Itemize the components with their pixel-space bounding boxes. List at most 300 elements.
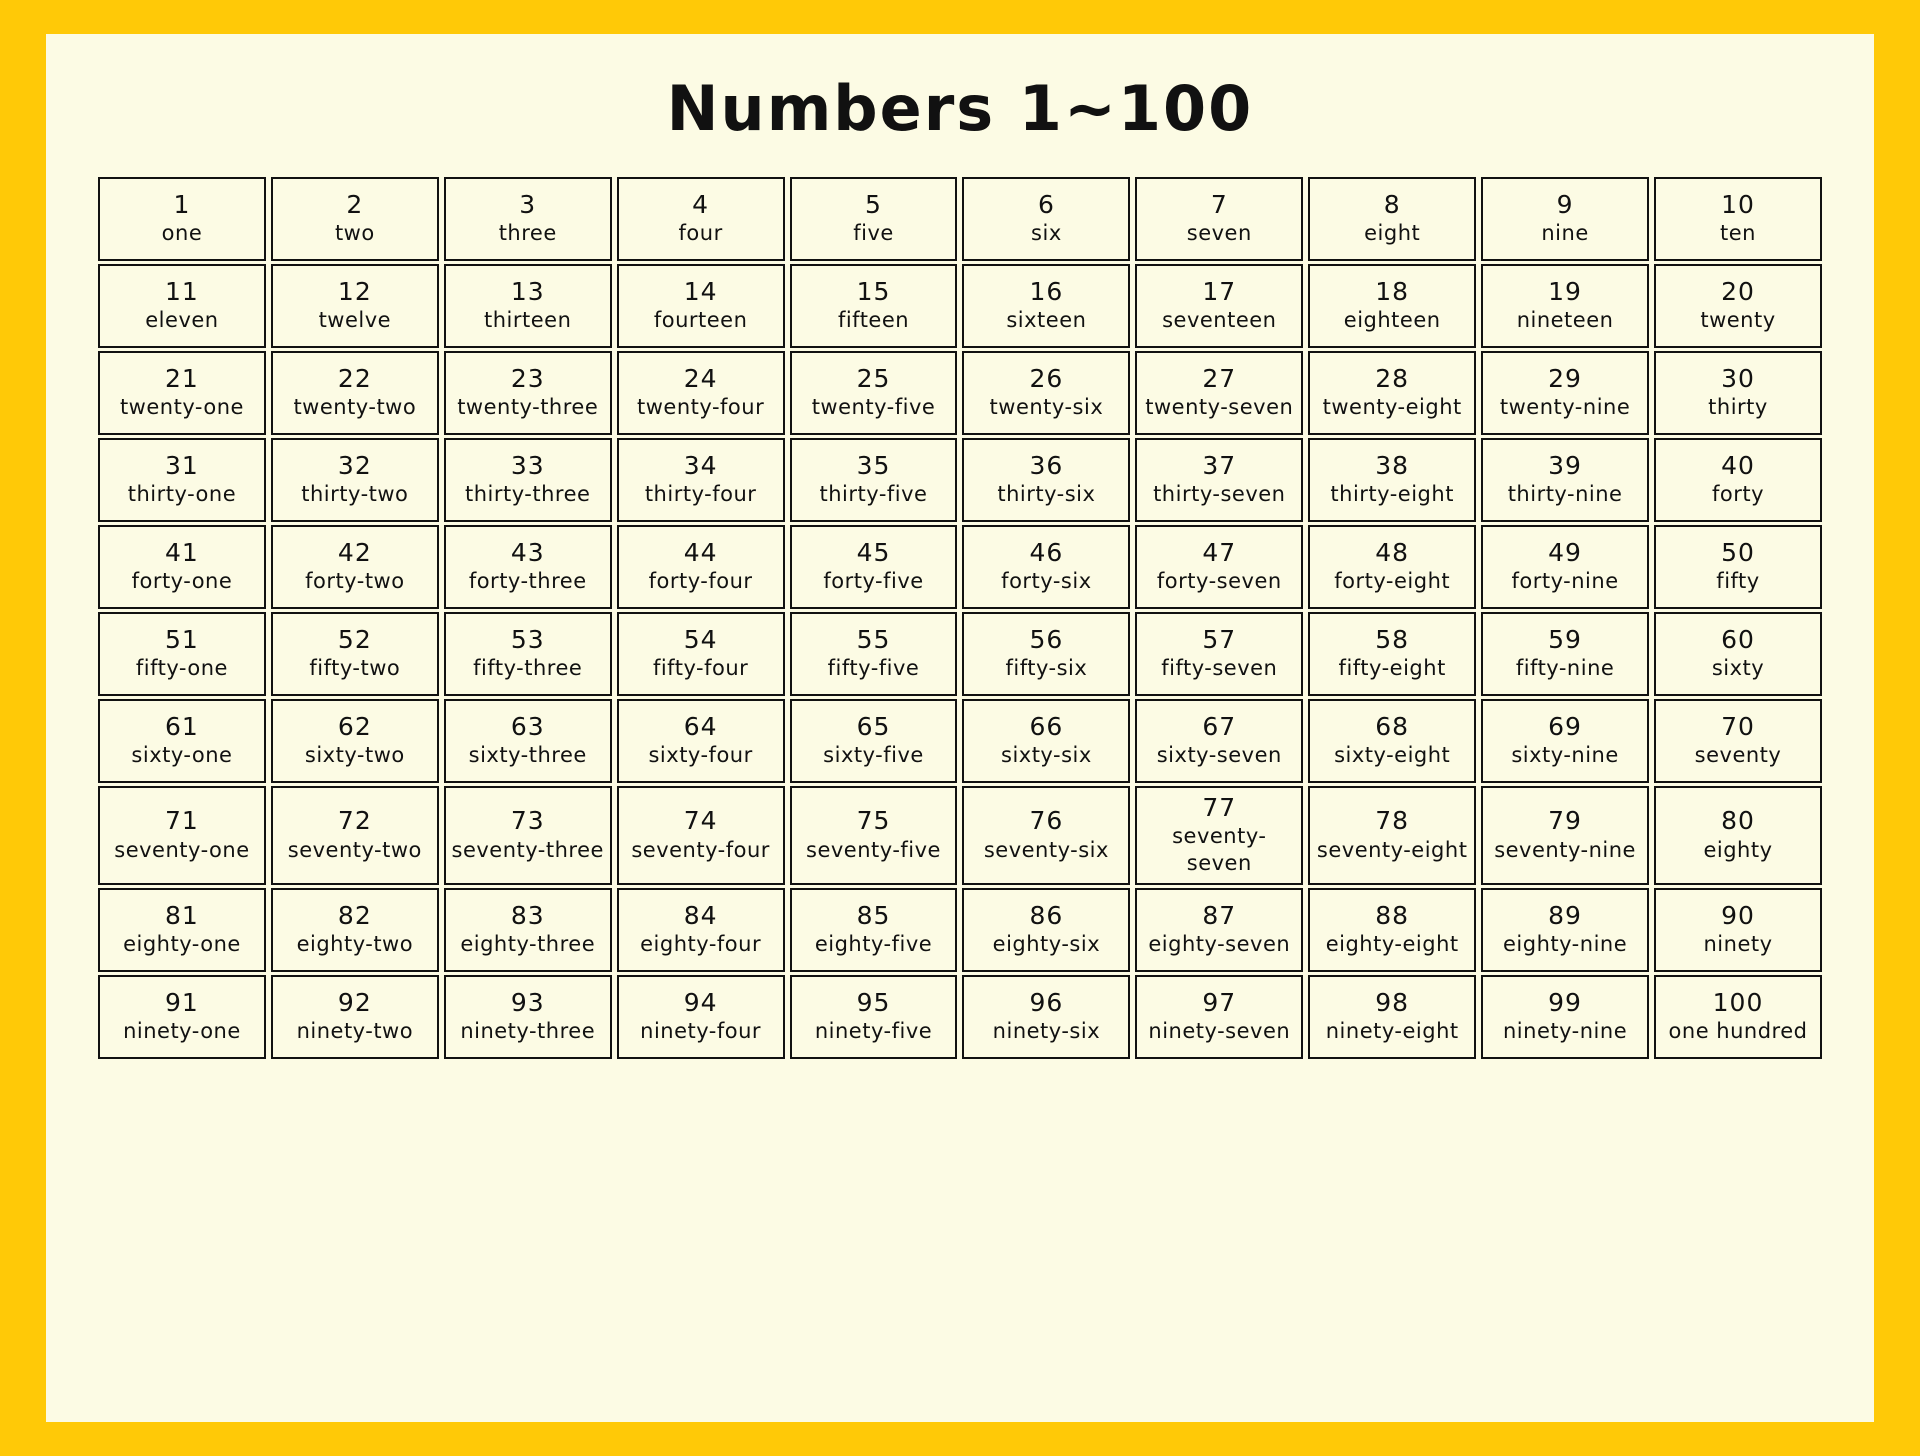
number-digit: 36 bbox=[1029, 450, 1064, 480]
number-grid-row bbox=[98, 888, 1822, 972]
number-word: twenty-five bbox=[811, 395, 936, 420]
number-cell[interactable] bbox=[617, 699, 785, 783]
number-cell[interactable] bbox=[790, 438, 958, 522]
number-word: thirty-three bbox=[465, 482, 591, 507]
worksheet-page bbox=[46, 34, 1874, 1422]
number-digit: 20 bbox=[1721, 276, 1755, 306]
number-cell[interactable] bbox=[1308, 351, 1476, 435]
number-word: sixty-seven bbox=[1156, 743, 1282, 768]
number-grid-row bbox=[98, 975, 1822, 1059]
number-cell[interactable] bbox=[1481, 786, 1649, 885]
number-word: seventy-nine bbox=[1494, 837, 1636, 862]
number-word: sixty-three bbox=[468, 743, 587, 768]
number-digit: 19 bbox=[1548, 276, 1582, 306]
number-cell[interactable] bbox=[1135, 699, 1303, 783]
number-word: forty-one bbox=[131, 569, 233, 594]
number-digit: 82 bbox=[337, 900, 372, 930]
number-word: sixty-five bbox=[823, 743, 924, 768]
number-cell[interactable] bbox=[271, 438, 439, 522]
number-cell[interactable] bbox=[1308, 699, 1476, 783]
number-digit: 38 bbox=[1375, 450, 1410, 480]
number-word: seventy-one bbox=[114, 837, 250, 862]
number-cell[interactable] bbox=[790, 888, 958, 972]
number-cell[interactable] bbox=[444, 264, 612, 348]
number-word: eighty-four bbox=[640, 932, 762, 957]
number-cell[interactable] bbox=[271, 888, 439, 972]
number-digit: 63 bbox=[510, 711, 545, 741]
number-word: forty-seven bbox=[1156, 569, 1282, 594]
number-cell[interactable] bbox=[1654, 264, 1822, 348]
number-cell[interactable] bbox=[444, 525, 612, 609]
number-grid-row bbox=[98, 525, 1822, 609]
number-digit: 57 bbox=[1202, 624, 1237, 654]
number-word: forty-four bbox=[648, 569, 753, 594]
number-grid-row bbox=[98, 612, 1822, 696]
number-digit: 9 bbox=[1556, 189, 1574, 219]
number-cell[interactable] bbox=[962, 888, 1130, 972]
number-digit: 71 bbox=[165, 806, 199, 836]
number-word: seventy-eight bbox=[1316, 837, 1468, 862]
number-cell[interactable] bbox=[790, 525, 958, 609]
number-cell[interactable] bbox=[790, 177, 958, 261]
number-word: eighty-seven bbox=[1148, 932, 1291, 957]
number-digit: 48 bbox=[1375, 537, 1410, 567]
number-digit: 64 bbox=[683, 711, 718, 741]
number-digit: 86 bbox=[1029, 900, 1064, 930]
number-cell[interactable] bbox=[1654, 177, 1822, 261]
number-cell[interactable] bbox=[1308, 786, 1476, 885]
number-cell[interactable] bbox=[1654, 438, 1822, 522]
number-word: eighty-two bbox=[296, 932, 414, 957]
number-cell[interactable] bbox=[271, 612, 439, 696]
number-word: twenty-two bbox=[293, 395, 417, 420]
number-digit: 5 bbox=[865, 189, 882, 219]
number-cell[interactable] bbox=[98, 525, 266, 609]
number-digit: 51 bbox=[165, 624, 199, 654]
number-cell[interactable] bbox=[962, 351, 1130, 435]
number-digit: 47 bbox=[1202, 537, 1237, 567]
number-cell[interactable] bbox=[271, 975, 439, 1059]
number-digit: 68 bbox=[1375, 711, 1410, 741]
number-digit: 98 bbox=[1375, 987, 1410, 1017]
number-cell[interactable] bbox=[1308, 264, 1476, 348]
number-digit: 2 bbox=[346, 189, 364, 219]
number-cell[interactable] bbox=[1135, 351, 1303, 435]
number-cell[interactable] bbox=[444, 699, 612, 783]
number-digit: 96 bbox=[1029, 987, 1064, 1017]
number-word: twenty-three bbox=[457, 395, 599, 420]
number-word: ninety-eight bbox=[1325, 1019, 1459, 1044]
number-word: twenty bbox=[1700, 308, 1776, 333]
number-word: seventy-six bbox=[983, 837, 1109, 862]
number-cell[interactable] bbox=[1481, 177, 1649, 261]
number-cell[interactable] bbox=[617, 177, 785, 261]
number-word: fifty-three bbox=[473, 656, 583, 681]
number-digit: 85 bbox=[856, 900, 891, 930]
number-digit: 95 bbox=[856, 987, 891, 1017]
number-cell[interactable] bbox=[98, 351, 266, 435]
number-word: fifty-two bbox=[309, 656, 401, 681]
number-cell[interactable] bbox=[1135, 177, 1303, 261]
number-word: thirteen bbox=[484, 308, 572, 333]
number-word: sixty-eight bbox=[1334, 743, 1451, 768]
number-digit: 88 bbox=[1375, 900, 1410, 930]
number-word: twenty-four bbox=[637, 395, 765, 420]
number-word: eighty-five bbox=[814, 932, 933, 957]
number-digit: 49 bbox=[1548, 537, 1582, 567]
number-word: one bbox=[161, 221, 203, 246]
number-word: ninety-seven bbox=[1148, 1019, 1291, 1044]
number-cell[interactable] bbox=[1654, 351, 1822, 435]
number-cell[interactable] bbox=[1481, 438, 1649, 522]
number-grid-row bbox=[98, 438, 1822, 522]
number-word: twenty-one bbox=[119, 395, 244, 420]
number-digit: 73 bbox=[510, 806, 545, 836]
number-word: sixty-nine bbox=[1511, 743, 1619, 768]
number-digit: 89 bbox=[1548, 900, 1582, 930]
number-digit: 18 bbox=[1375, 276, 1410, 306]
number-word: thirty-one bbox=[127, 482, 237, 507]
number-word: ninety-five bbox=[814, 1019, 933, 1044]
number-cell[interactable] bbox=[1654, 612, 1822, 696]
number-word: ten bbox=[1720, 221, 1756, 246]
number-cell[interactable] bbox=[1481, 699, 1649, 783]
number-cell[interactable] bbox=[444, 975, 612, 1059]
number-cell[interactable] bbox=[790, 351, 958, 435]
number-word: fifty-six bbox=[1005, 656, 1088, 681]
number-digit: 22 bbox=[337, 363, 372, 393]
number-digit: 60 bbox=[1721, 624, 1755, 654]
number-cell[interactable] bbox=[962, 264, 1130, 348]
number-cell[interactable] bbox=[1135, 612, 1303, 696]
number-word: two bbox=[334, 221, 375, 246]
number-digit: 91 bbox=[165, 987, 199, 1017]
number-cell[interactable] bbox=[1654, 699, 1822, 783]
number-digit: 56 bbox=[1029, 624, 1064, 654]
number-digit: 27 bbox=[1202, 363, 1237, 393]
number-word: thirty-six bbox=[997, 482, 1096, 507]
number-digit: 72 bbox=[337, 806, 372, 836]
number-cell[interactable] bbox=[1654, 786, 1822, 885]
number-cell[interactable] bbox=[617, 975, 785, 1059]
number-cell[interactable] bbox=[444, 438, 612, 522]
number-digit: 54 bbox=[683, 624, 718, 654]
number-cell[interactable] bbox=[790, 786, 958, 885]
number-cell[interactable] bbox=[271, 264, 439, 348]
number-word: three bbox=[498, 221, 557, 246]
number-cell[interactable] bbox=[790, 264, 958, 348]
number-digit: 75 bbox=[856, 806, 891, 836]
number-word: forty-nine bbox=[1511, 569, 1619, 594]
number-word: ninety bbox=[1703, 932, 1773, 957]
number-word: forty-eight bbox=[1334, 569, 1451, 594]
number-word: seventy-two bbox=[287, 837, 422, 862]
number-digit: 45 bbox=[856, 537, 891, 567]
number-cell[interactable] bbox=[1135, 438, 1303, 522]
number-grid-row bbox=[98, 786, 1822, 885]
number-cell[interactable] bbox=[962, 786, 1130, 885]
number-word: seven bbox=[1186, 221, 1252, 246]
number-cell[interactable] bbox=[271, 351, 439, 435]
number-cell[interactable] bbox=[98, 177, 266, 261]
number-word: twenty-eight bbox=[1322, 395, 1462, 420]
number-cell[interactable] bbox=[1308, 525, 1476, 609]
number-digit: 79 bbox=[1548, 806, 1582, 836]
number-word: six bbox=[1031, 221, 1062, 246]
number-digit: 94 bbox=[683, 987, 718, 1017]
number-word: thirty-two bbox=[301, 482, 409, 507]
number-digit: 97 bbox=[1202, 987, 1237, 1017]
number-digit: 99 bbox=[1548, 987, 1582, 1017]
number-word: fifty-nine bbox=[1515, 656, 1615, 681]
number-word: eighty-one bbox=[123, 932, 241, 957]
number-cell[interactable] bbox=[1308, 612, 1476, 696]
number-cell[interactable] bbox=[1308, 888, 1476, 972]
number-digit: 87 bbox=[1202, 900, 1237, 930]
number-word: sixteen bbox=[1006, 308, 1087, 333]
number-word: nine bbox=[1541, 221, 1589, 246]
number-cell[interactable] bbox=[271, 177, 439, 261]
number-cell[interactable] bbox=[617, 351, 785, 435]
number-word: forty-six bbox=[1001, 569, 1092, 594]
number-digit: 92 bbox=[337, 987, 372, 1017]
number-word: ninety-nine bbox=[1503, 1019, 1628, 1044]
number-digit: 40 bbox=[1721, 450, 1755, 480]
number-digit: 32 bbox=[337, 450, 372, 480]
number-word: eighty-eight bbox=[1325, 932, 1459, 957]
number-word: eighty-three bbox=[460, 932, 596, 957]
number-word: sixty-four bbox=[648, 743, 753, 768]
number-cell[interactable] bbox=[1654, 525, 1822, 609]
number-grid-container bbox=[93, 174, 1827, 1062]
number-digit: 65 bbox=[856, 711, 891, 741]
number-digit: 16 bbox=[1029, 276, 1064, 306]
number-word: forty-three bbox=[468, 569, 587, 594]
number-cell[interactable] bbox=[1654, 975, 1822, 1059]
number-digit: 35 bbox=[856, 450, 891, 480]
number-digit: 67 bbox=[1202, 711, 1237, 741]
number-cell[interactable] bbox=[962, 612, 1130, 696]
number-word: fifteen bbox=[837, 308, 910, 333]
number-cell[interactable] bbox=[1481, 525, 1649, 609]
number-cell[interactable] bbox=[98, 699, 266, 783]
number-word: forty-five bbox=[823, 569, 924, 594]
number-digit: 13 bbox=[510, 276, 545, 306]
number-grid-row bbox=[98, 264, 1822, 348]
number-digit: 15 bbox=[856, 276, 891, 306]
number-cell[interactable] bbox=[1135, 975, 1303, 1059]
number-word: eight bbox=[1364, 221, 1421, 246]
number-cell[interactable] bbox=[1135, 786, 1303, 885]
number-cell[interactable] bbox=[444, 888, 612, 972]
number-word: eighty-nine bbox=[1503, 932, 1628, 957]
number-word: fifty bbox=[1716, 569, 1760, 594]
number-digit: 43 bbox=[510, 537, 545, 567]
number-digit: 31 bbox=[165, 450, 199, 480]
number-word: sixty-one bbox=[131, 743, 233, 768]
number-cell[interactable] bbox=[444, 786, 612, 885]
number-cell[interactable] bbox=[98, 888, 266, 972]
number-digit: 44 bbox=[683, 537, 718, 567]
number-cell[interactable] bbox=[790, 699, 958, 783]
number-cell[interactable] bbox=[617, 786, 785, 885]
number-word: nineteen bbox=[1516, 308, 1614, 333]
number-word: fifty-seven bbox=[1161, 656, 1278, 681]
number-word: thirty-five bbox=[819, 482, 928, 507]
number-digit: 46 bbox=[1029, 537, 1064, 567]
number-digit: 11 bbox=[165, 276, 199, 306]
number-digit: 76 bbox=[1029, 806, 1064, 836]
number-cell[interactable] bbox=[444, 351, 612, 435]
number-digit: 8 bbox=[1383, 189, 1401, 219]
number-digit: 29 bbox=[1548, 363, 1582, 393]
number-grid-row bbox=[98, 177, 1822, 261]
number-cell[interactable] bbox=[271, 786, 439, 885]
number-word: twenty-seven bbox=[1145, 395, 1294, 420]
number-cell[interactable] bbox=[1135, 888, 1303, 972]
number-digit: 81 bbox=[165, 900, 199, 930]
number-digit: 7 bbox=[1210, 189, 1228, 219]
number-digit: 6 bbox=[1037, 189, 1055, 219]
number-cell[interactable] bbox=[98, 612, 266, 696]
number-digit: 21 bbox=[165, 363, 199, 393]
number-cell[interactable] bbox=[617, 888, 785, 972]
number-digit: 34 bbox=[683, 450, 718, 480]
number-word: seventy bbox=[1694, 743, 1782, 768]
number-digit: 77 bbox=[1202, 793, 1237, 822]
number-word: thirty-nine bbox=[1507, 482, 1623, 507]
number-cell[interactable] bbox=[271, 699, 439, 783]
number-cell[interactable] bbox=[962, 699, 1130, 783]
number-digit: 12 bbox=[337, 276, 372, 306]
number-digit: 62 bbox=[337, 711, 372, 741]
number-word: forty bbox=[1711, 482, 1765, 507]
number-cell[interactable] bbox=[1135, 264, 1303, 348]
number-word: thirty-seven bbox=[1153, 482, 1286, 507]
number-cell[interactable] bbox=[1135, 525, 1303, 609]
number-digit: 83 bbox=[510, 900, 545, 930]
number-cell[interactable] bbox=[617, 264, 785, 348]
number-digit: 37 bbox=[1202, 450, 1237, 480]
number-cell[interactable] bbox=[271, 525, 439, 609]
number-word: sixty-two bbox=[304, 743, 405, 768]
page-title: Numbers 1~100 bbox=[666, 72, 1254, 145]
number-word: one hundred bbox=[1668, 1019, 1808, 1044]
number-grid-row bbox=[98, 351, 1822, 435]
number-cell[interactable] bbox=[1481, 351, 1649, 435]
number-cell[interactable] bbox=[98, 975, 266, 1059]
number-digit: 55 bbox=[856, 624, 891, 654]
number-cell[interactable] bbox=[962, 177, 1130, 261]
number-grid bbox=[93, 174, 1827, 1062]
number-digit: 24 bbox=[683, 363, 718, 393]
number-cell[interactable] bbox=[1308, 177, 1476, 261]
number-word: forty-two bbox=[305, 569, 405, 594]
number-digit: 53 bbox=[510, 624, 545, 654]
number-word: twenty-nine bbox=[1499, 395, 1631, 420]
number-word: seventy-three bbox=[451, 837, 604, 862]
number-word: eleven bbox=[145, 308, 219, 333]
number-digit: 50 bbox=[1721, 537, 1755, 567]
number-cell[interactable] bbox=[98, 786, 266, 885]
number-word: ninety-two bbox=[296, 1019, 414, 1044]
number-digit: 74 bbox=[683, 806, 718, 836]
number-word: five bbox=[853, 221, 894, 246]
number-cell[interactable] bbox=[444, 612, 612, 696]
number-word: fifty-five bbox=[827, 656, 920, 681]
number-cell[interactable] bbox=[98, 264, 266, 348]
number-cell[interactable] bbox=[790, 612, 958, 696]
number-cell[interactable] bbox=[790, 975, 958, 1059]
number-cell[interactable] bbox=[1481, 975, 1649, 1059]
number-word: twelve bbox=[318, 308, 392, 333]
number-word: thirty bbox=[1708, 395, 1768, 420]
number-digit: 80 bbox=[1721, 806, 1755, 836]
number-digit: 39 bbox=[1548, 450, 1582, 480]
number-grid-row bbox=[98, 699, 1822, 783]
number-word: thirty-eight bbox=[1330, 482, 1454, 507]
number-cell[interactable] bbox=[1308, 438, 1476, 522]
number-cell[interactable] bbox=[1308, 975, 1476, 1059]
number-digit: 70 bbox=[1721, 711, 1755, 741]
number-digit: 78 bbox=[1375, 806, 1410, 836]
number-digit: 33 bbox=[510, 450, 545, 480]
number-cell[interactable] bbox=[962, 975, 1130, 1059]
number-word: four bbox=[678, 221, 723, 246]
number-word: thirty-four bbox=[644, 482, 757, 507]
number-word: fifty-four bbox=[652, 656, 749, 681]
number-digit: 66 bbox=[1029, 711, 1064, 741]
number-cell[interactable] bbox=[962, 525, 1130, 609]
number-word: eighteen bbox=[1343, 308, 1441, 333]
number-word: fifty-one bbox=[135, 656, 228, 681]
number-word: ninety-three bbox=[460, 1019, 596, 1044]
number-digit: 100 bbox=[1712, 987, 1764, 1017]
number-digit: 58 bbox=[1375, 624, 1410, 654]
number-digit: 25 bbox=[856, 363, 891, 393]
number-digit: 4 bbox=[692, 189, 710, 219]
number-word: ninety-one bbox=[123, 1019, 241, 1044]
number-word: eighty-six bbox=[992, 932, 1101, 957]
number-digit: 41 bbox=[165, 537, 199, 567]
number-cell[interactable] bbox=[1654, 888, 1822, 972]
number-digit: 28 bbox=[1375, 363, 1410, 393]
number-cell[interactable] bbox=[617, 612, 785, 696]
number-digit: 10 bbox=[1721, 189, 1755, 219]
number-cell[interactable] bbox=[617, 525, 785, 609]
number-cell[interactable] bbox=[98, 438, 266, 522]
number-cell[interactable] bbox=[1481, 264, 1649, 348]
number-cell[interactable] bbox=[962, 438, 1130, 522]
number-digit: 3 bbox=[519, 189, 537, 219]
number-cell[interactable] bbox=[1481, 888, 1649, 972]
number-digit: 42 bbox=[337, 537, 372, 567]
number-digit: 59 bbox=[1548, 624, 1582, 654]
number-word: seventeen bbox=[1162, 308, 1277, 333]
number-digit: 61 bbox=[165, 711, 199, 741]
number-cell[interactable] bbox=[617, 438, 785, 522]
number-digit: 90 bbox=[1721, 900, 1755, 930]
number-cell[interactable] bbox=[444, 177, 612, 261]
number-digit: 30 bbox=[1721, 363, 1755, 393]
number-word: sixty bbox=[1711, 656, 1765, 681]
number-word: seventy-four bbox=[631, 837, 770, 862]
number-digit: 26 bbox=[1029, 363, 1064, 393]
number-digit: 93 bbox=[510, 987, 545, 1017]
number-digit: 69 bbox=[1548, 711, 1582, 741]
number-cell[interactable] bbox=[1481, 612, 1649, 696]
number-word: ninety-four bbox=[640, 1019, 762, 1044]
